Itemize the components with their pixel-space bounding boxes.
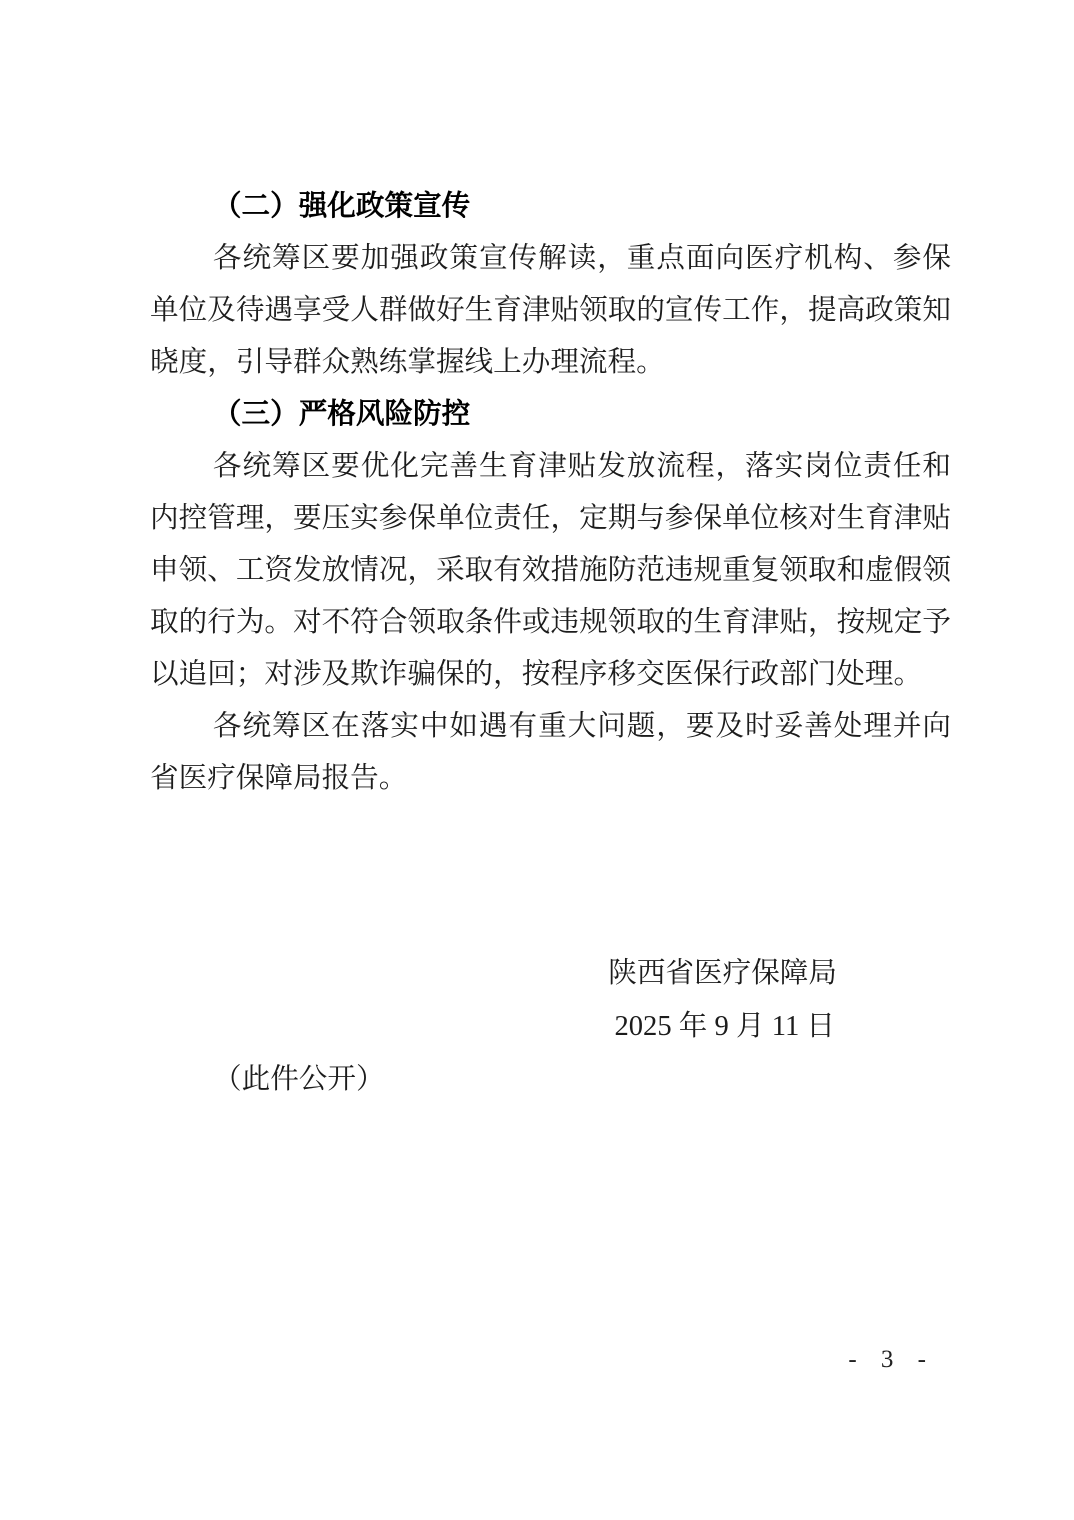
public-disclosure-note: （此件公开）	[213, 1064, 385, 1095]
signature-organization: 陕西省医疗保障局	[608, 958, 837, 989]
section-3-paragraph-1: 各统筹区要优化完善生育津贴发放流程，落实岗位责任和内控管理，要压实参保单位责任，定期与参保单位核对生育津贴申领、工资发放情况，采取有效措施防范违规重复领取和虚假领取的行为。对不符合领取条件或违规领取的生育津贴，按规定予以追回；对涉及欺诈骗保的，按程序移交医保行政部门处理。	[150, 451, 951, 690]
section-heading-2: （二）强化政策宣传	[212, 191, 471, 222]
page-number: - 3 -	[848, 1346, 935, 1373]
section-2-paragraph-1: 各统筹区要加强政策宣传解读，重点面向医疗机构、参保单位及待遇享受人群做好生育津贴领取的宣传工作，提高政策知晓度，引导群众熟练掌握线上办理流程。	[150, 243, 951, 378]
section-heading-3: （三）严格风险防控	[212, 399, 471, 430]
section-3-paragraph-2: 各统筹区在落实中如遇有重大问题，要及时妥善处理并向省医疗保障局报告。	[150, 711, 951, 794]
document-body	[150, 181, 951, 805]
signature-date: 2025 年 9 月 11 日	[614, 1011, 835, 1042]
